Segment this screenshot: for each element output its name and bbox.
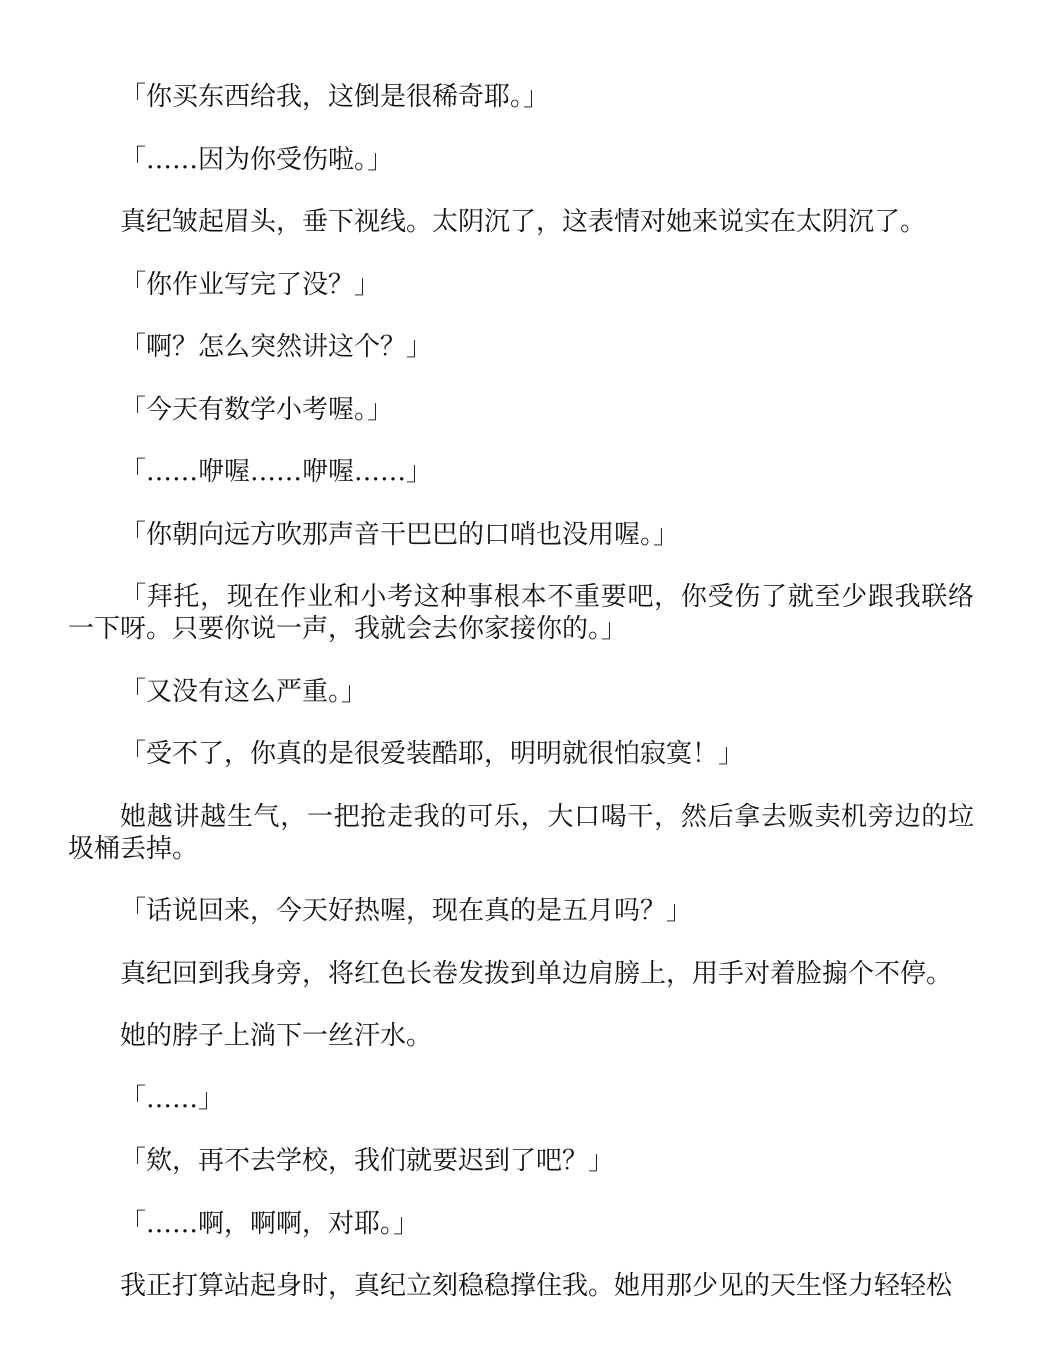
paragraph: 「……」	[120, 1083, 225, 1114]
paragraph: 她的脖子上淌下一丝汗水。	[120, 1021, 433, 1051]
paragraph: 我正打算站起身时，真纪立刻稳稳撑住我。她用那少见的天生怪力轻轻松	[120, 1271, 953, 1301]
paragraph: 「欸，再不去学校，我们就要迟到了吧？」	[120, 1146, 615, 1176]
paragraph: 「拜托，现在作业和小考这种事根本不重要吧，你受伤了就至少跟我联络一下呀。只要你说一声，我就会去你家接你的。」	[68, 582, 974, 644]
paragraph: 「……咿喔……咿喔……」	[120, 457, 433, 487]
paragraph: 真纪皱起眉头，垂下视线。太阴沉了，这表情对她来说实在太阴沉了。	[120, 207, 927, 237]
paragraph: 「你作业写完了没？」	[120, 269, 381, 300]
paragraph: 「……因为你受伤啦。」	[120, 144, 394, 175]
paragraph: 「今天有数学小考喔。」	[120, 394, 394, 425]
paragraph: 「啊？怎么突然讲这个？」	[120, 332, 433, 362]
paragraph: 「你买东西给我，这倒是很稀奇耶。」	[120, 82, 550, 112]
paragraph: 她越讲越生气，一把抢走我的可乐，大口喝干，然后拿去贩卖机旁边的垃圾桶丢掉。	[68, 801, 974, 864]
paragraph: 「又没有这么严重。」	[120, 676, 368, 707]
paragraph: 「你朝向远方吹那声音干巴巴的口哨也没用喔。」	[120, 519, 680, 550]
paragraph: 「……啊，啊啊，对耶。」	[120, 1208, 420, 1239]
paragraph: 真纪回到我身旁，将红色长卷发拨到单边肩膀上，用手对着脸搧个不停。	[120, 958, 953, 989]
paragraph: 「受不了，你真的是很爱装酷耶，明明就很怕寂寞！」	[120, 739, 745, 769]
paragraph: 「话说回来，今天好热喔，现在真的是五月吗？」	[120, 896, 693, 926]
